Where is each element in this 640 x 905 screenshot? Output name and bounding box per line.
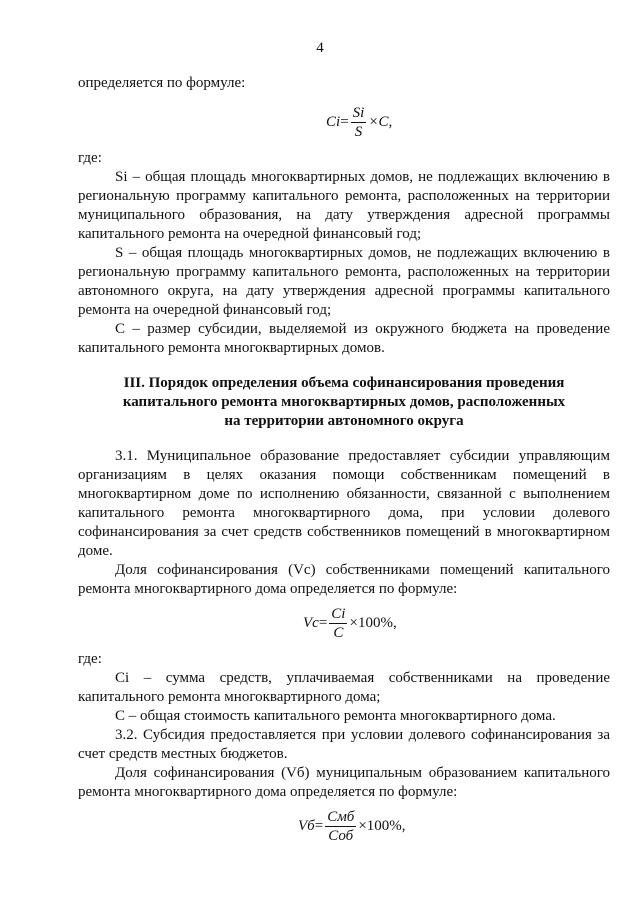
where-label: где: [78, 150, 102, 166]
formula-eq: = [340, 113, 349, 130]
p31-line: доме. [78, 543, 113, 559]
formula-fraction [329, 605, 347, 642]
p-vc-line: Доля софинансирования (Vc) собственниками помещений капитального [115, 562, 610, 578]
formula-fraction [351, 104, 367, 141]
formula-rest: ×100%, [358, 817, 406, 834]
intro-text: определяется по формуле: [78, 75, 246, 91]
p-vb-line: ремонта многоквартирного дома определяется по формуле: [78, 784, 458, 800]
formula-ci [326, 104, 392, 141]
def-c-line: капитального ремонта многоквартирных домов. [78, 340, 385, 356]
formula-rest: ×C, [368, 113, 393, 130]
formula-lhs: Vб [298, 817, 315, 834]
def-ci-line: Ci – сумма средств, уплачиваемая собственниками на проведение [115, 670, 610, 686]
p31-line: 3.1. Муниципальное образование предоставляет субсидии управляющим [115, 448, 610, 464]
formula-numerator: Ci [331, 606, 346, 622]
def-si-line: муниципального образования, на дату утверждения адресной программы [78, 207, 610, 223]
def-si-line: Si – общая площадь многоквартирных домов, не подлежащих включению в [115, 169, 610, 185]
formula-numerator: Si [352, 105, 365, 121]
def-s-line: S – общая площадь многоквартирных домов, не подлежащих включению в [115, 245, 610, 261]
def-c-line: С – размер субсидии, выделяемой из окружного бюджета на проведение [115, 321, 610, 337]
p31-line: софинансирования за счет средств собственников помещений в многоквартирном [78, 524, 610, 540]
section-title-line: III. Порядок определения объема софинансирования проведения [123, 375, 565, 391]
formula-fraction [325, 808, 356, 845]
p31-line: многоквартирном доме по исполнению обязанности, связанной с выполнением [78, 486, 610, 502]
def-ci-line: капитального ремонта многоквартирного дома; [78, 689, 381, 705]
def-s-line: автономного округа, на дату утверждения адресной программы капитального [78, 283, 610, 299]
formula-eq: = [314, 817, 324, 834]
formula-eq: = [318, 614, 328, 631]
formula-denominator: Соб [328, 828, 354, 844]
formula-lhs: Ci [326, 113, 341, 130]
section-title-line: капитального ремонта многоквартирных домов, расположенных [122, 394, 566, 410]
p-vc-line: ремонта многоквартирного дома определяется по формуле: [78, 581, 458, 597]
p-vb-line: Доля софинансирования (Vб) муниципальным образованием капитального [115, 765, 610, 781]
formula-vc [303, 605, 397, 642]
def-c2-line: С – общая стоимость капитального ремонта многоквартирного дома. [115, 708, 556, 724]
def-s-line: региональную программу капитального ремонта, расположенных на территории [78, 264, 610, 280]
where-label: где: [78, 651, 102, 667]
def-s-line: ремонта на очередной финансовый год; [78, 302, 332, 318]
page-number: 4 [316, 40, 324, 56]
formula-lhs: Vc [303, 614, 319, 631]
formula-rest: ×100%, [349, 614, 397, 631]
def-si-line: региональную программу капитального ремонта, расположенных на территории [78, 188, 610, 204]
p31-line: организациям в целях оказания помощи собственникам помещений в [78, 467, 610, 483]
def-si-line: капитального ремонта на очередной финансовый год; [78, 226, 422, 242]
section-title-line: на территории автономного округа [224, 413, 464, 429]
p32-line: счет средств местных бюджетов. [78, 746, 288, 762]
p31-line: капитального ремонта многоквартирного дома, при условии долевого [78, 505, 610, 521]
formula-denominator: C [333, 625, 344, 641]
formula-numerator: Смб [327, 809, 355, 825]
formula-denominator: S [354, 124, 363, 140]
formula-vb [298, 808, 406, 845]
p32-line: 3.2. Субсидия предоставляется при условии долевого софинансирования за [115, 727, 610, 743]
